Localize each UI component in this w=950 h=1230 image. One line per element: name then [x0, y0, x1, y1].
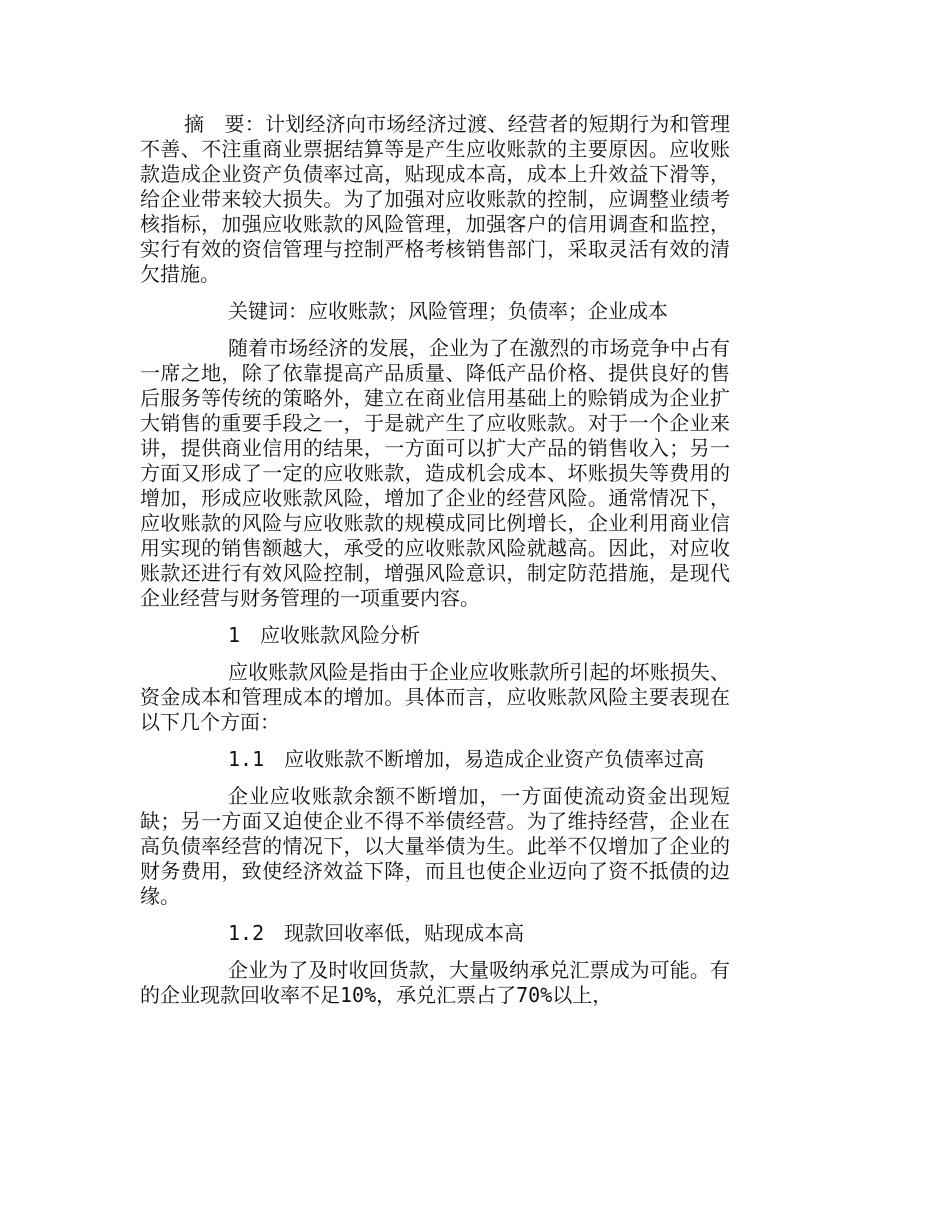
section-1-1-heading — [140, 747, 730, 772]
abstract-paragraph — [140, 112, 730, 287]
section-1-2-pct-2: 70% — [516, 983, 553, 1007]
abstract-text: 计划经济向市场经济过渡、经营者的短期行为和管理不善、不注重商业票据结算等是产生应收账款的主要原因。应收账款造成企业资产负债率过高，贴现成本高，成本上升效益下滑等，给企业带来较大损失。为了加强对应收账款的控制，应调整业绩考核指标，加强应收账款的风险管理，加强客户的信用调查和监控，实行有效的资信管理与控制严格考核销售部门，采取灵活有效的清欠措施。 — [140, 112, 731, 286]
abstract-label: 摘 要： — [184, 112, 265, 136]
section-1-title: 应收账款风险分析 — [260, 623, 421, 647]
section-1-heading — [140, 623, 730, 648]
section-1-2-number: 1.2 — [228, 921, 265, 945]
section-1-number: 1 — [228, 623, 241, 647]
document-page — [140, 112, 730, 1020]
section-1-1-number: 1.1 — [228, 747, 265, 771]
section-1-2-text-c: 以上， — [552, 983, 613, 1007]
section-1-2-text-b: ，承兑汇票占了 — [376, 983, 517, 1007]
section-1-1-paragraph: 企业应收账款余额不断增加，一方面使流动资金出现短缺；另一方面又迫使企业不得不举债经营。为了维持经营，企业在高负债率经营的情况下，以大量举债为生。此举不仅增加了企业的财务费用，致使经济效益下降，而且也使企业迈向了资不抵债的边缘。 — [140, 784, 730, 908]
section-1-paragraph: 应收账款风险是指由于企业应收账款所引起的坏账损失、资金成本和管理成本的增加。具体而言，应收账款风险主要表现在以下几个方面： — [140, 660, 730, 734]
section-1-2-paragraph — [140, 958, 730, 1008]
section-1-2-title: 现款回收率低，贴现成本高 — [284, 921, 525, 945]
section-1-2-pct-1: 10% — [340, 983, 377, 1007]
section-1-1-title: 应收账款不断增加，易造成企业资产负债率过高 — [284, 747, 705, 771]
section-1-2-heading — [140, 921, 730, 946]
intro-paragraph: 随着市场经济的发展，企业为了在激烈的市场竞争中占有一席之地，除了依靠提高产品质量、降低产品价格、提供良好的售后服务等传统的策略外，建立在商业信用基础上的赊销成为企业扩大销售的重要手段之一，于是就产生了应收账款。对于一个企业来讲，提供商业信用的结果，一方面可以扩大产品的销售收入；另一方面又形成了一定的应收账款，造成机会成本、坏账损失等费用的增加，形成应收账款风险，增加了企业的经营风险。通常情况下，应收账款的风险与应收账款的规模成同比例增长，企业利用商业信用实现的销售额越大，承受的应收账款风险就越高。因此，对应收账款还进行有效风险控制，增强风险意识，制定防范措施，是现代企业经营与财务管理的一项重要内容。 — [140, 336, 730, 610]
section-1-2-text-a: 企业为了及时收回货款，大量吸纳承兑汇票成为可能。有的企业现款回收率不足 — [140, 958, 730, 1007]
keywords-line: 关键词：应收账款；风险管理；负债率；企业成本 — [228, 299, 668, 323]
